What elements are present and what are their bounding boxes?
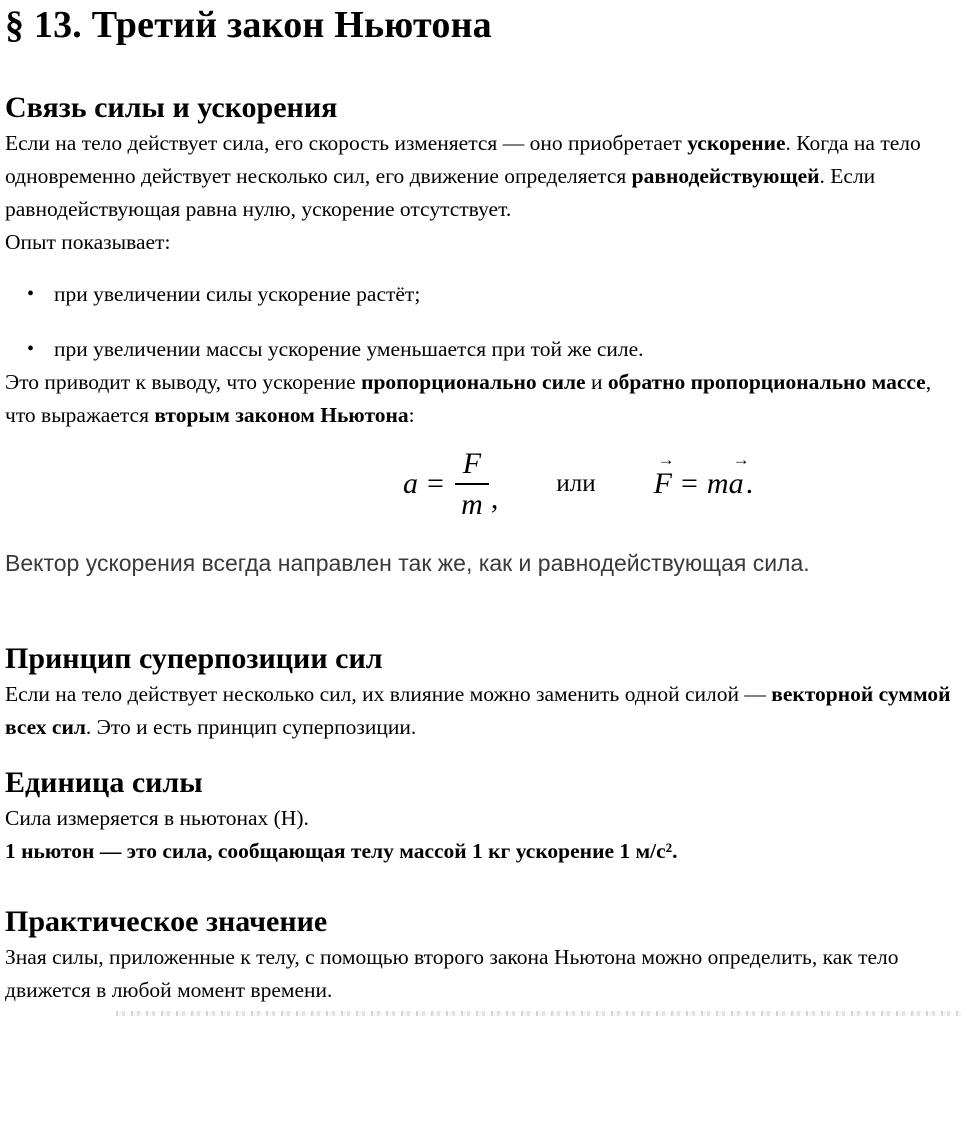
list-item [5, 333, 961, 366]
list-item-text: при увеличении силы ускорение растёт; [54, 282, 421, 306]
bullet-marker: • [27, 338, 35, 360]
text-run: : [408, 403, 415, 427]
equals-sign: = [680, 467, 698, 500]
vector-arrow: → [732, 450, 750, 469]
page-title: § 13. Третий закон Ньютона [5, 4, 492, 46]
paragraph-force-intro [5, 127, 961, 226]
paragraph-experiment-intro: Опыт показывает: [5, 230, 171, 254]
paragraph-practical: Зная силы, приложенные к телу, с помощью второго закона Ньютона можно определить, как тело движется в любой момент времени. [5, 945, 899, 1002]
text-run: . Если равнодействующая равна нулю, ускорение отсутствует. [5, 164, 876, 221]
paragraph-unit-of-force [5, 802, 961, 868]
unit-definition-line: Сила измеряется в ньютонах (Н). [5, 806, 309, 830]
section-force-acceleration [5, 89, 961, 580]
section-superposition [5, 640, 961, 744]
math-symbol-a: a [403, 467, 418, 500]
section-heading-practical: Практическое значение [5, 905, 328, 938]
bullet-marker: • [27, 283, 35, 305]
text-run-bold: векторной суммой всех сил [5, 682, 951, 739]
text-run-bold: пропорционально силе [361, 370, 586, 394]
fraction [455, 447, 489, 521]
section-heading-force-acceleration: Связь силы и ускорения [5, 91, 338, 124]
math-symbol-m: m [706, 467, 729, 500]
vector-arrow: → [657, 450, 675, 469]
formula-connector: или [556, 470, 596, 497]
vector-direction-note: Вектор ускорения всегда направлен так же, как и равнодействующая сила. [5, 550, 810, 576]
paragraph-conclusion [5, 366, 961, 432]
newton-definition-line: 1 ньютон — это сила, сообщающая телу массой 1 кг ускорение 1 м/с². [5, 839, 678, 863]
equals-sign: = [427, 467, 444, 500]
text-run: и [585, 370, 608, 394]
text-run: Если на тело действует сила, его скорость изменяется — оно приобретает [5, 131, 688, 155]
fraction-denominator: m [461, 488, 483, 521]
section-practical [5, 903, 961, 1007]
fraction-bar [455, 483, 489, 485]
bullet-list [5, 278, 961, 366]
cutoff-next-line-remnant [116, 1011, 961, 1016]
text-run: . Это и есть принцип суперпозиции. [85, 715, 417, 739]
vector-F [653, 450, 675, 501]
formula-lhs [403, 447, 498, 521]
text-run-bold: вторым законом Ньютона [154, 403, 409, 427]
vector-a [728, 450, 750, 501]
paragraph-superposition [5, 678, 961, 744]
list-item [5, 278, 961, 311]
section-heading-superposition: Принцип суперпозиции сил [5, 642, 383, 675]
document-page [0, 3, 967, 1016]
text-run: Это приводит к выводу, что ускорение [5, 370, 362, 394]
formula-newton-second-law [403, 438, 753, 530]
comma: , [490, 482, 499, 515]
period: . [745, 467, 754, 500]
math-symbol-F: F [653, 467, 672, 500]
fraction-numerator: F [462, 447, 482, 480]
section-unit-of-force [5, 764, 961, 868]
text-run-bold: ускорение [687, 131, 786, 155]
formula-rhs [653, 450, 754, 501]
list-item-text: при увеличении массы ускорение уменьшается при той же силе. [54, 337, 644, 361]
text-run: Если на тело действует несколько сил, их влияние можно заменить одной силой — [5, 682, 772, 706]
text-run-bold: равнодействующей [631, 164, 820, 188]
text-run: . Когда на тело одновременно действует несколько сил, его движение определяется [5, 131, 921, 188]
text-run-bold: обратно пропорционально массе [607, 370, 926, 394]
math-symbol-a: a [728, 467, 744, 500]
text-run: , что выражается [5, 370, 932, 427]
section-heading-unit-of-force: Единица силы [5, 766, 203, 799]
